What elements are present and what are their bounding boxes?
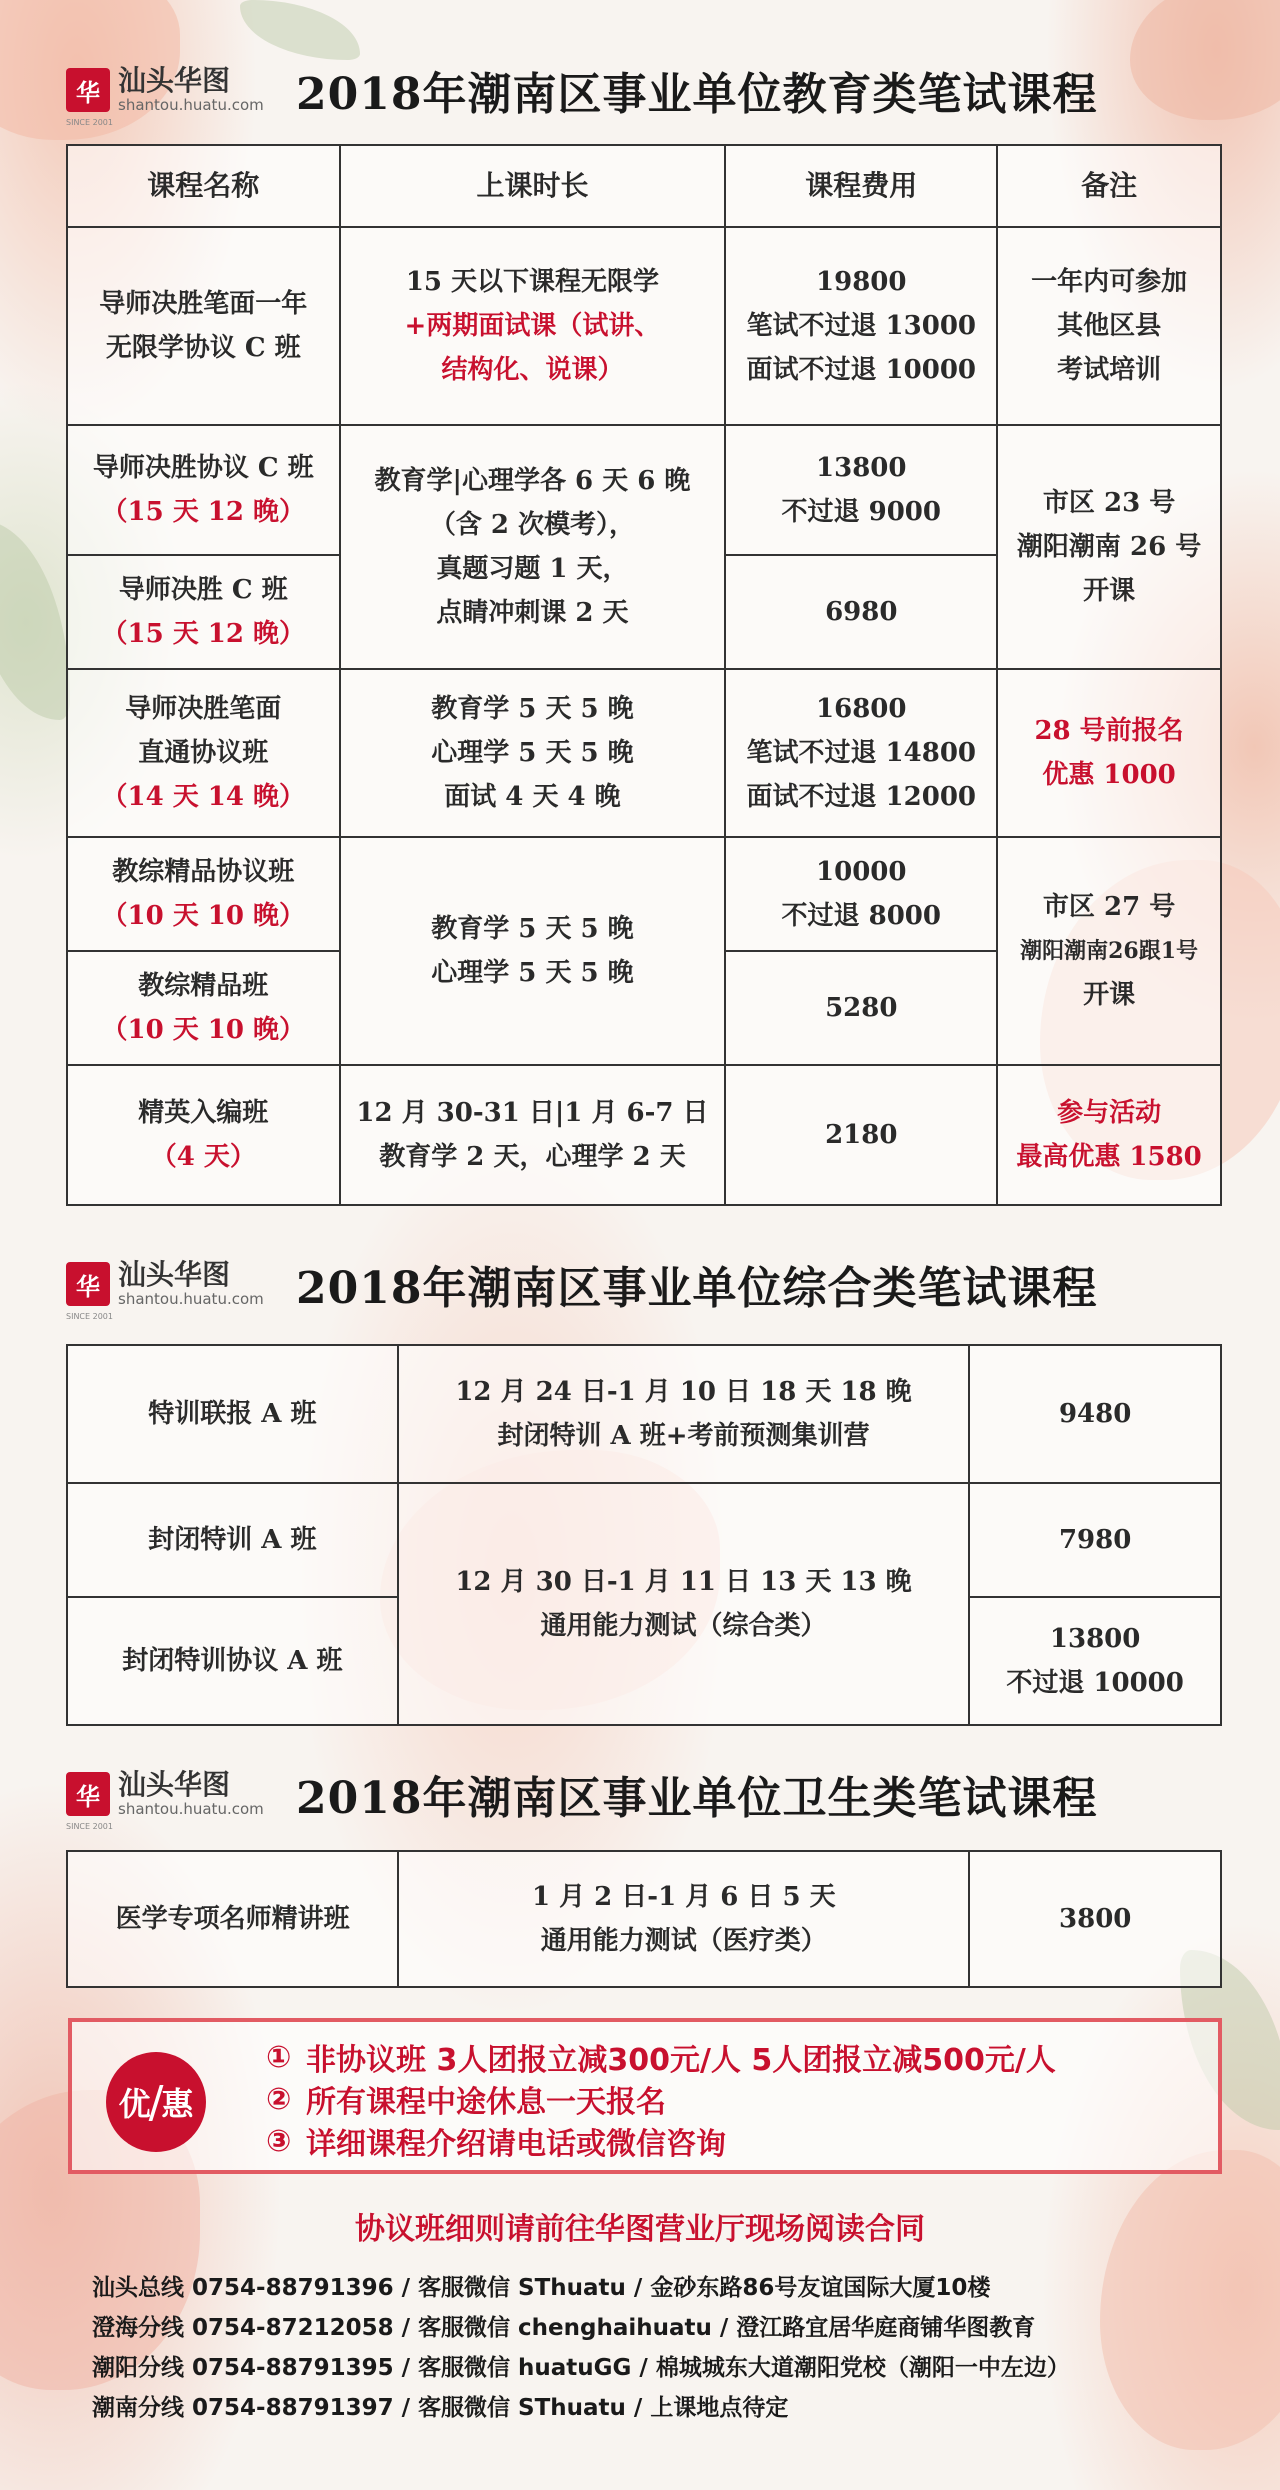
logo-mark-icon: 华: [66, 1262, 110, 1306]
fee-cell: [725, 227, 997, 425]
course-name: 导师决胜协议 C 班: [92, 453, 314, 483]
fee-cell: [725, 1065, 997, 1205]
duration-text: 教育学 5 天 5 晚: [431, 914, 634, 944]
course-name: 精英入编班: [138, 1098, 269, 1128]
note-text: 优惠 1000: [1042, 760, 1176, 790]
course-name-cell: [67, 837, 340, 951]
course-name-cell: 医学专项名师精讲班: [67, 1851, 398, 1987]
note-cell: [997, 425, 1221, 669]
duration-text: 1 月 2 日-1 月 6 日 5 天: [531, 1882, 836, 1912]
note-cell: [997, 227, 1221, 425]
fee-cell: [725, 951, 997, 1065]
promotion-item: [266, 2120, 1056, 2162]
contact-line: 潮南分线 0754-88791397 / 客服微信 SThuatu / 上课地点待定: [92, 2395, 789, 2421]
note-text: 开课: [1083, 980, 1136, 1010]
fee-cell: [969, 1597, 1221, 1725]
badge-slash: /: [148, 2076, 164, 2128]
course-duration-label: （4 天）: [150, 1142, 256, 1172]
header-course-name: 课程名称: [67, 145, 340, 227]
brand-name: 汕头华图: [118, 1258, 231, 1291]
course-name-cell: 封闭特训协议 A 班: [67, 1597, 398, 1725]
promotion-box: [68, 2018, 1222, 2174]
brand-url: shantou.huatu.com: [118, 1800, 264, 1818]
health-course-table: [66, 1850, 1222, 1988]
section-title: 2018年潮南区事业单位卫生类笔试课程: [296, 1773, 1098, 1824]
duration-text: 12 月 24 日-1 月 10 日 18 天 18 晚: [455, 1377, 912, 1407]
table-row: [67, 669, 1221, 837]
table-row: [67, 425, 1221, 555]
duration-text: 15 天以下课程无限学: [405, 267, 660, 297]
promotion-text: 所有课程中途休息一天报名: [306, 2085, 666, 2120]
contact-line: 澄海分线 0754-87212058 / 客服微信 chenghaihuatu / 澄江路宜居华庭商铺华图教育: [92, 2315, 1036, 2341]
course-name: 导师决胜笔面: [125, 694, 282, 724]
note-text: 考试培训: [1057, 355, 1162, 385]
fee-text: 6980: [825, 597, 898, 627]
section-header-comprehensive: [66, 1248, 1216, 1320]
course-name-cell: [67, 669, 340, 837]
course-name-cell: [67, 1065, 340, 1205]
fee-cell: [725, 837, 997, 951]
fee-text: 不过退 9000: [781, 497, 941, 527]
duration-text: 教育学|心理学各 6 天 6 晚: [374, 466, 691, 496]
brand-url: shantou.huatu.com: [118, 1290, 264, 1308]
course-name: 教综精品班: [138, 971, 269, 1001]
promotion-text: 非协议班 3人团报立减300元/人 5人团报立减500元/人: [306, 2043, 1056, 2078]
course-duration-label: （15 天 12 晚）: [101, 497, 306, 527]
duration-text: 教育学 5 天 5 晚: [431, 694, 634, 724]
duration-text: 心理学 5 天 5 晚: [431, 958, 634, 988]
course-duration-label: （10 天 10 晚）: [101, 901, 306, 931]
note-text: 28 号前报名: [1034, 716, 1184, 746]
note-text: 最高优惠 1580: [1016, 1142, 1202, 1172]
header-note: 备注: [997, 145, 1221, 227]
note-text: 潮阳潮南 26 号: [1016, 532, 1202, 562]
contact-line: 汕头总线 0754-88791396 / 客服微信 SThuatu / 金砂东路86号友谊国际大厦10楼: [92, 2275, 991, 2301]
fee-text: 不过退 10000: [1006, 1668, 1184, 1698]
duration-text: 真题习题 1 天，: [436, 554, 629, 584]
contact-line: 潮阳分线 0754-88791395 / 客服微信 huatuGG / 棉城城东大道潮阳党校（潮阳一中左边）: [92, 2355, 1070, 2381]
duration-text: （含 2 次模考），: [429, 510, 636, 540]
fee-cell: 7980: [969, 1483, 1221, 1597]
fee-text: 面试不过退 12000: [746, 782, 977, 812]
section-header-health: [66, 1758, 1216, 1830]
fee-text: 面试不过退 10000: [746, 355, 977, 385]
badge-text: 优: [118, 2085, 151, 2123]
section-title: 2018年潮南区事业单位综合类笔试课程: [296, 1263, 1098, 1314]
course-name-cell: [67, 227, 340, 425]
course-name-cell: [67, 425, 340, 555]
table-row: [67, 1851, 1221, 1987]
table-row: [67, 837, 1221, 951]
course-duration-label: （15 天 12 晚）: [101, 619, 306, 649]
course-name-cell: 封闭特训 A 班: [67, 1483, 398, 1597]
badge-text: 惠: [161, 2085, 194, 2123]
fee-text: 13800: [816, 453, 907, 483]
duration-text: 心理学 5 天 5 晚: [431, 738, 634, 768]
promotion-text: 详细课程介绍请电话或微信咨询: [306, 2127, 726, 2162]
course-duration-label: （10 天 10 晚）: [101, 1015, 306, 1045]
promotion-number: ③: [266, 2123, 292, 2159]
fee-cell: [725, 425, 997, 555]
course-name: 教综精品协议班: [112, 857, 295, 887]
course-duration-label: （14 天 14 晚）: [101, 782, 306, 812]
brand-since: SINCE 2001: [66, 118, 113, 127]
note-text: 潮阳潮南26跟1号: [1020, 938, 1199, 964]
header-duration: 上课时长: [340, 145, 726, 227]
note-text: 市区 23 号: [1042, 488, 1176, 518]
fee-text: 13800: [1049, 1624, 1141, 1654]
course-name: 导师决胜 C 班: [118, 575, 288, 605]
fee-cell: 9480: [969, 1345, 1221, 1483]
fee-text: 10000: [816, 857, 907, 887]
duration-cell: [398, 1851, 969, 1987]
fee-text: 笔试不过退 14800: [746, 738, 977, 768]
duration-text: 通用能力测试（综合类）: [540, 1611, 827, 1641]
promotion-number: ①: [266, 2039, 292, 2075]
note-cell: [997, 837, 1221, 1065]
note-text: 参与活动: [1057, 1098, 1162, 1128]
promotion-number: ②: [266, 2081, 292, 2117]
course-name: 直通协议班: [138, 738, 269, 768]
note-cell: [997, 669, 1221, 837]
course-name-cell: [67, 555, 340, 669]
brand-since: SINCE 2001: [66, 1822, 113, 1831]
brand-logo: [66, 64, 296, 127]
table-row: [67, 1483, 1221, 1597]
agreement-notice: 协议班细则请前往华图营业厅现场阅读合同: [355, 2212, 925, 2247]
fee-text: 5280: [825, 993, 898, 1023]
fee-text: 2180: [825, 1120, 898, 1150]
note-text: 一年内可参加: [1031, 267, 1188, 297]
brand-logo: [66, 1258, 296, 1321]
table-row: [67, 1345, 1221, 1483]
note-text: 开课: [1083, 576, 1136, 606]
course-name-cell: [67, 951, 340, 1065]
duration-cell: [340, 425, 726, 669]
fee-text: 16800: [816, 694, 907, 724]
note-text: 其他区县: [1057, 311, 1162, 341]
duration-cell: [340, 227, 726, 425]
duration-text: +两期面试课（试讲、: [404, 311, 661, 341]
duration-text: 封闭特训 A 班+考前预测集训营: [497, 1421, 870, 1451]
course-name-cell: 特训联报 A 班: [67, 1345, 398, 1483]
table-row: [67, 1065, 1221, 1205]
fee-cell: 3800: [969, 1851, 1221, 1987]
table-row: [67, 227, 1221, 425]
promotion-item: [266, 2078, 1056, 2120]
duration-cell: [398, 1345, 970, 1483]
duration-cell: [340, 837, 726, 1065]
note-cell: [997, 1065, 1221, 1205]
header-fee: 课程费用: [725, 145, 997, 227]
brand-logo: [66, 1768, 296, 1831]
duration-text: 通用能力测试（医疗类）: [540, 1926, 827, 1956]
brand-name: 汕头华图: [118, 1768, 231, 1801]
course-name: 无限学协议 C 班: [105, 333, 301, 363]
course-name: 导师决胜笔面一年: [99, 289, 308, 319]
table-header-row: [67, 145, 1221, 227]
duration-cell: [340, 669, 726, 837]
promotion-item: [266, 2036, 1056, 2078]
brand-name: 汕头华图: [118, 64, 231, 97]
fee-cell: [725, 669, 997, 837]
duration-text: 12 月 30 日-1 月 11 日 13 天 13 晚: [455, 1567, 912, 1597]
duration-cell: [398, 1483, 970, 1725]
contact-list: [92, 2268, 1070, 2428]
fee-text: 不过退 8000: [781, 901, 941, 931]
fee-cell: [725, 555, 997, 669]
duration-text: 点睛冲刺课 2 天: [436, 598, 629, 628]
logo-mark-icon: 华: [66, 68, 110, 112]
duration-text: 教育学 2 天，心理学 2 天: [379, 1142, 686, 1172]
section-title: 2018年潮南区事业单位教育类笔试课程: [296, 69, 1098, 120]
discount-badge-icon: [106, 2052, 206, 2152]
fee-text: 笔试不过退 13000: [746, 311, 977, 341]
logo-mark-icon: 华: [66, 1772, 110, 1816]
brand-since: SINCE 2001: [66, 1312, 113, 1321]
promotion-list: [266, 2036, 1056, 2162]
note-text: 市区 27 号: [1042, 892, 1176, 922]
fee-text: 19800: [816, 267, 907, 297]
education-course-table: [66, 144, 1222, 1206]
duration-text: 12 月 30-31 日|1 月 6-7 日: [356, 1098, 709, 1128]
duration-cell: [340, 1065, 726, 1205]
comprehensive-course-table: [66, 1344, 1222, 1726]
duration-text: 结构化、说课）: [441, 355, 624, 385]
section-header-education: [66, 54, 1216, 126]
brand-url: shantou.huatu.com: [118, 96, 264, 114]
duration-text: 面试 4 天 4 晚: [444, 782, 621, 812]
